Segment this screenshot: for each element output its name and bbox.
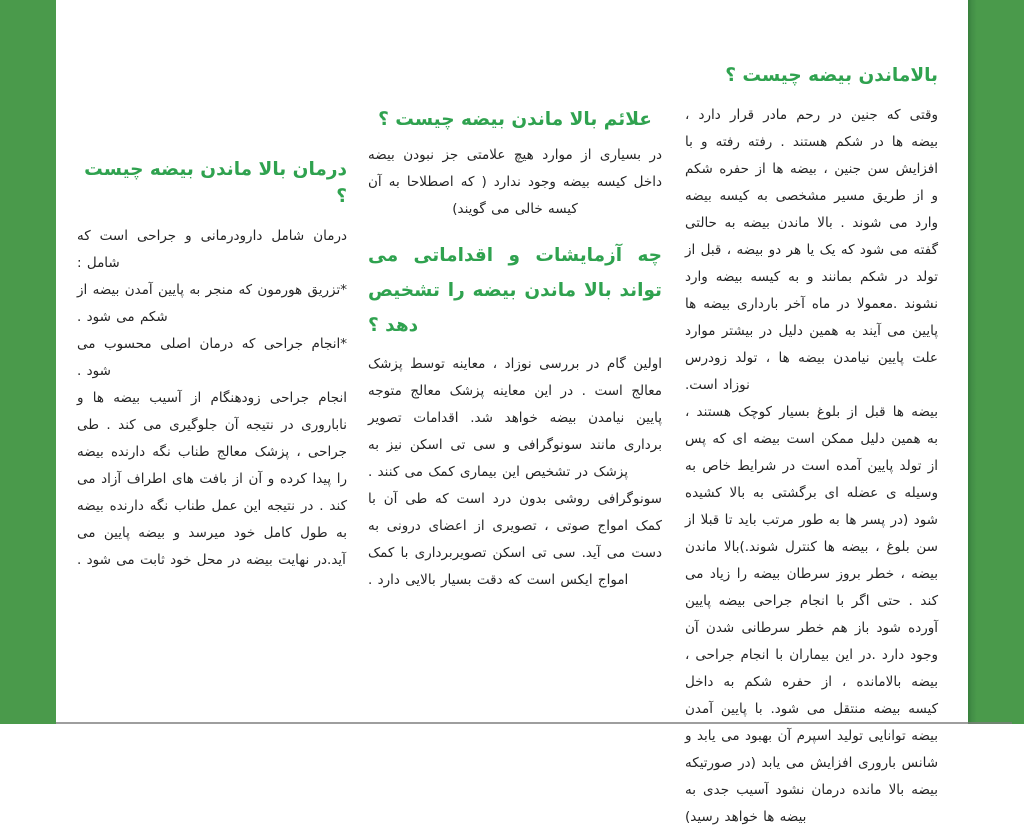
diagnosis-paragraph-2: سونوگرافی روشی بدون درد است که طی آن با کمک امواج صوتی ، تصویری از اعضای درونی به دست می آید. سی تی اسکن تصویربرداری با کمک امواج ایکس است که دقت بسیار بالایی دارد . <box>368 491 662 588</box>
definition-paragraph-1: وقتی که جنین در رحم مادر قرار دارد ، بیضه ها در شکم هستند . رفته رفته و با افزایش سن جنین ، بیضه ها از حفره شکم و از طریق مسیر مشخصی به کیسه بیضه وارد می شوند . بالا ماندن بیضه به حالتی گفته می شود که یک یا هر دو بیضه ، قبل از تولد در شکم بمانند و به کیسه بیضه وارد نشوند .معمولا در ماه آخر بارداری بیضه ها پایین می آیند به همین دلیل در بیشتر موارد علت پایین نیامدن بیضه ها ، تولد زودرس نوزاد است. <box>685 107 938 393</box>
right-green-fold-bar <box>968 0 1024 724</box>
column-definition <box>685 62 938 831</box>
column-treatment <box>77 156 347 574</box>
left-green-fold-bar <box>0 0 56 724</box>
treatment-heading: درمان بالا ماندن بیضه چیست ؟ <box>84 159 347 207</box>
symptoms-paragraph: در بسیاری از موارد هیچ علامتی جز نبودن بیضه داخل کیسه بیضه وجود ندارد ( که اصطلاحا به آن کیسه خالی می گویند) <box>368 147 662 217</box>
treatment-paragraph-4: انجام جراحی زودهنگام از آسیب بیضه ها و ناباروری در نتیجه آن جلوگیری می کند . طی جراحی ، پزشک معالج طناب نگه دارنده بیضه را پیدا کرده و آن از بافت های اطراف آزاد می کند . در نتیجه این عمل طناب نگه دارنده بیضه به طول کامل خود میرسد و بیضه پایین می آید.در نهایت بیضه در محل خود ثابت می شود . <box>77 390 347 568</box>
treatment-paragraph-2: *تزریق هورمون که منجر به پایین آمدن بیضه از شکم می شود . <box>77 282 347 325</box>
column-symptoms-diagnosis <box>368 106 662 594</box>
treatment-paragraph-3: *انجام جراحی که درمان اصلی محسوب می شود . <box>77 336 347 379</box>
diagnosis-paragraph-1: اولین گام در بررسی نوزاد ، معاینه توسط پزشک معالج است . در این معاینه پزشک معالج متوجه پایین نیامدن بیضه خواهد شد. اقدامات تصویر برداری مانند سونوگرافی و سی تی اسکن نیز به پزشک در تشخیص این بیماری کمک می کنند . <box>368 356 662 480</box>
definition-heading: بالاماندن بیضه چیست ؟ <box>725 65 938 86</box>
definition-paragraph-2: بیضه ها قبل از بلوغ بسیار کوچک هستند ، به همین دلیل ممکن است بیضه ای که پس از تولد پایین آمده است در شرایط خاص به وسیله ی عضله ای برگشتی به بالا کشیده شود (در پسر ها به طور مرتب باید تا قبلا از سن بلوغ ، بیضه ها کنترل شوند.)بالا ماندن بیضه ، خطر بروز سرطان بیضه را زیاد می کند . حتی اگر با انجام جراحی بیضه پایین آورده شود باز هم خطر سرطانی شدن آن وجود دارد .در این بیماران با انجام جراحی ، بیضه بالامانده ، از حفره شکم به داخل کیسه بیضه منتقل می شود. با پایین آمدن بیضه توانایی تولید اسپرم آن بهبود می یابد و شانس باروری افزایش می یابد (در صورتیکه بیضه بالا مانده درمان نشود آسیب جدی به بیضه ها خواهد رسید) <box>685 404 938 825</box>
diagnosis-heading: چه آزمایشات و اقداماتی می تواند بالا ماندن بیضه را تشخیص دهد ؟ <box>368 245 662 336</box>
treatment-paragraph-1: درمان شامل دارودرمانی و جراحی است که شامل : <box>77 228 347 271</box>
symptoms-heading: علائم بالا ماندن بیضه چیست ؟ <box>378 109 652 130</box>
